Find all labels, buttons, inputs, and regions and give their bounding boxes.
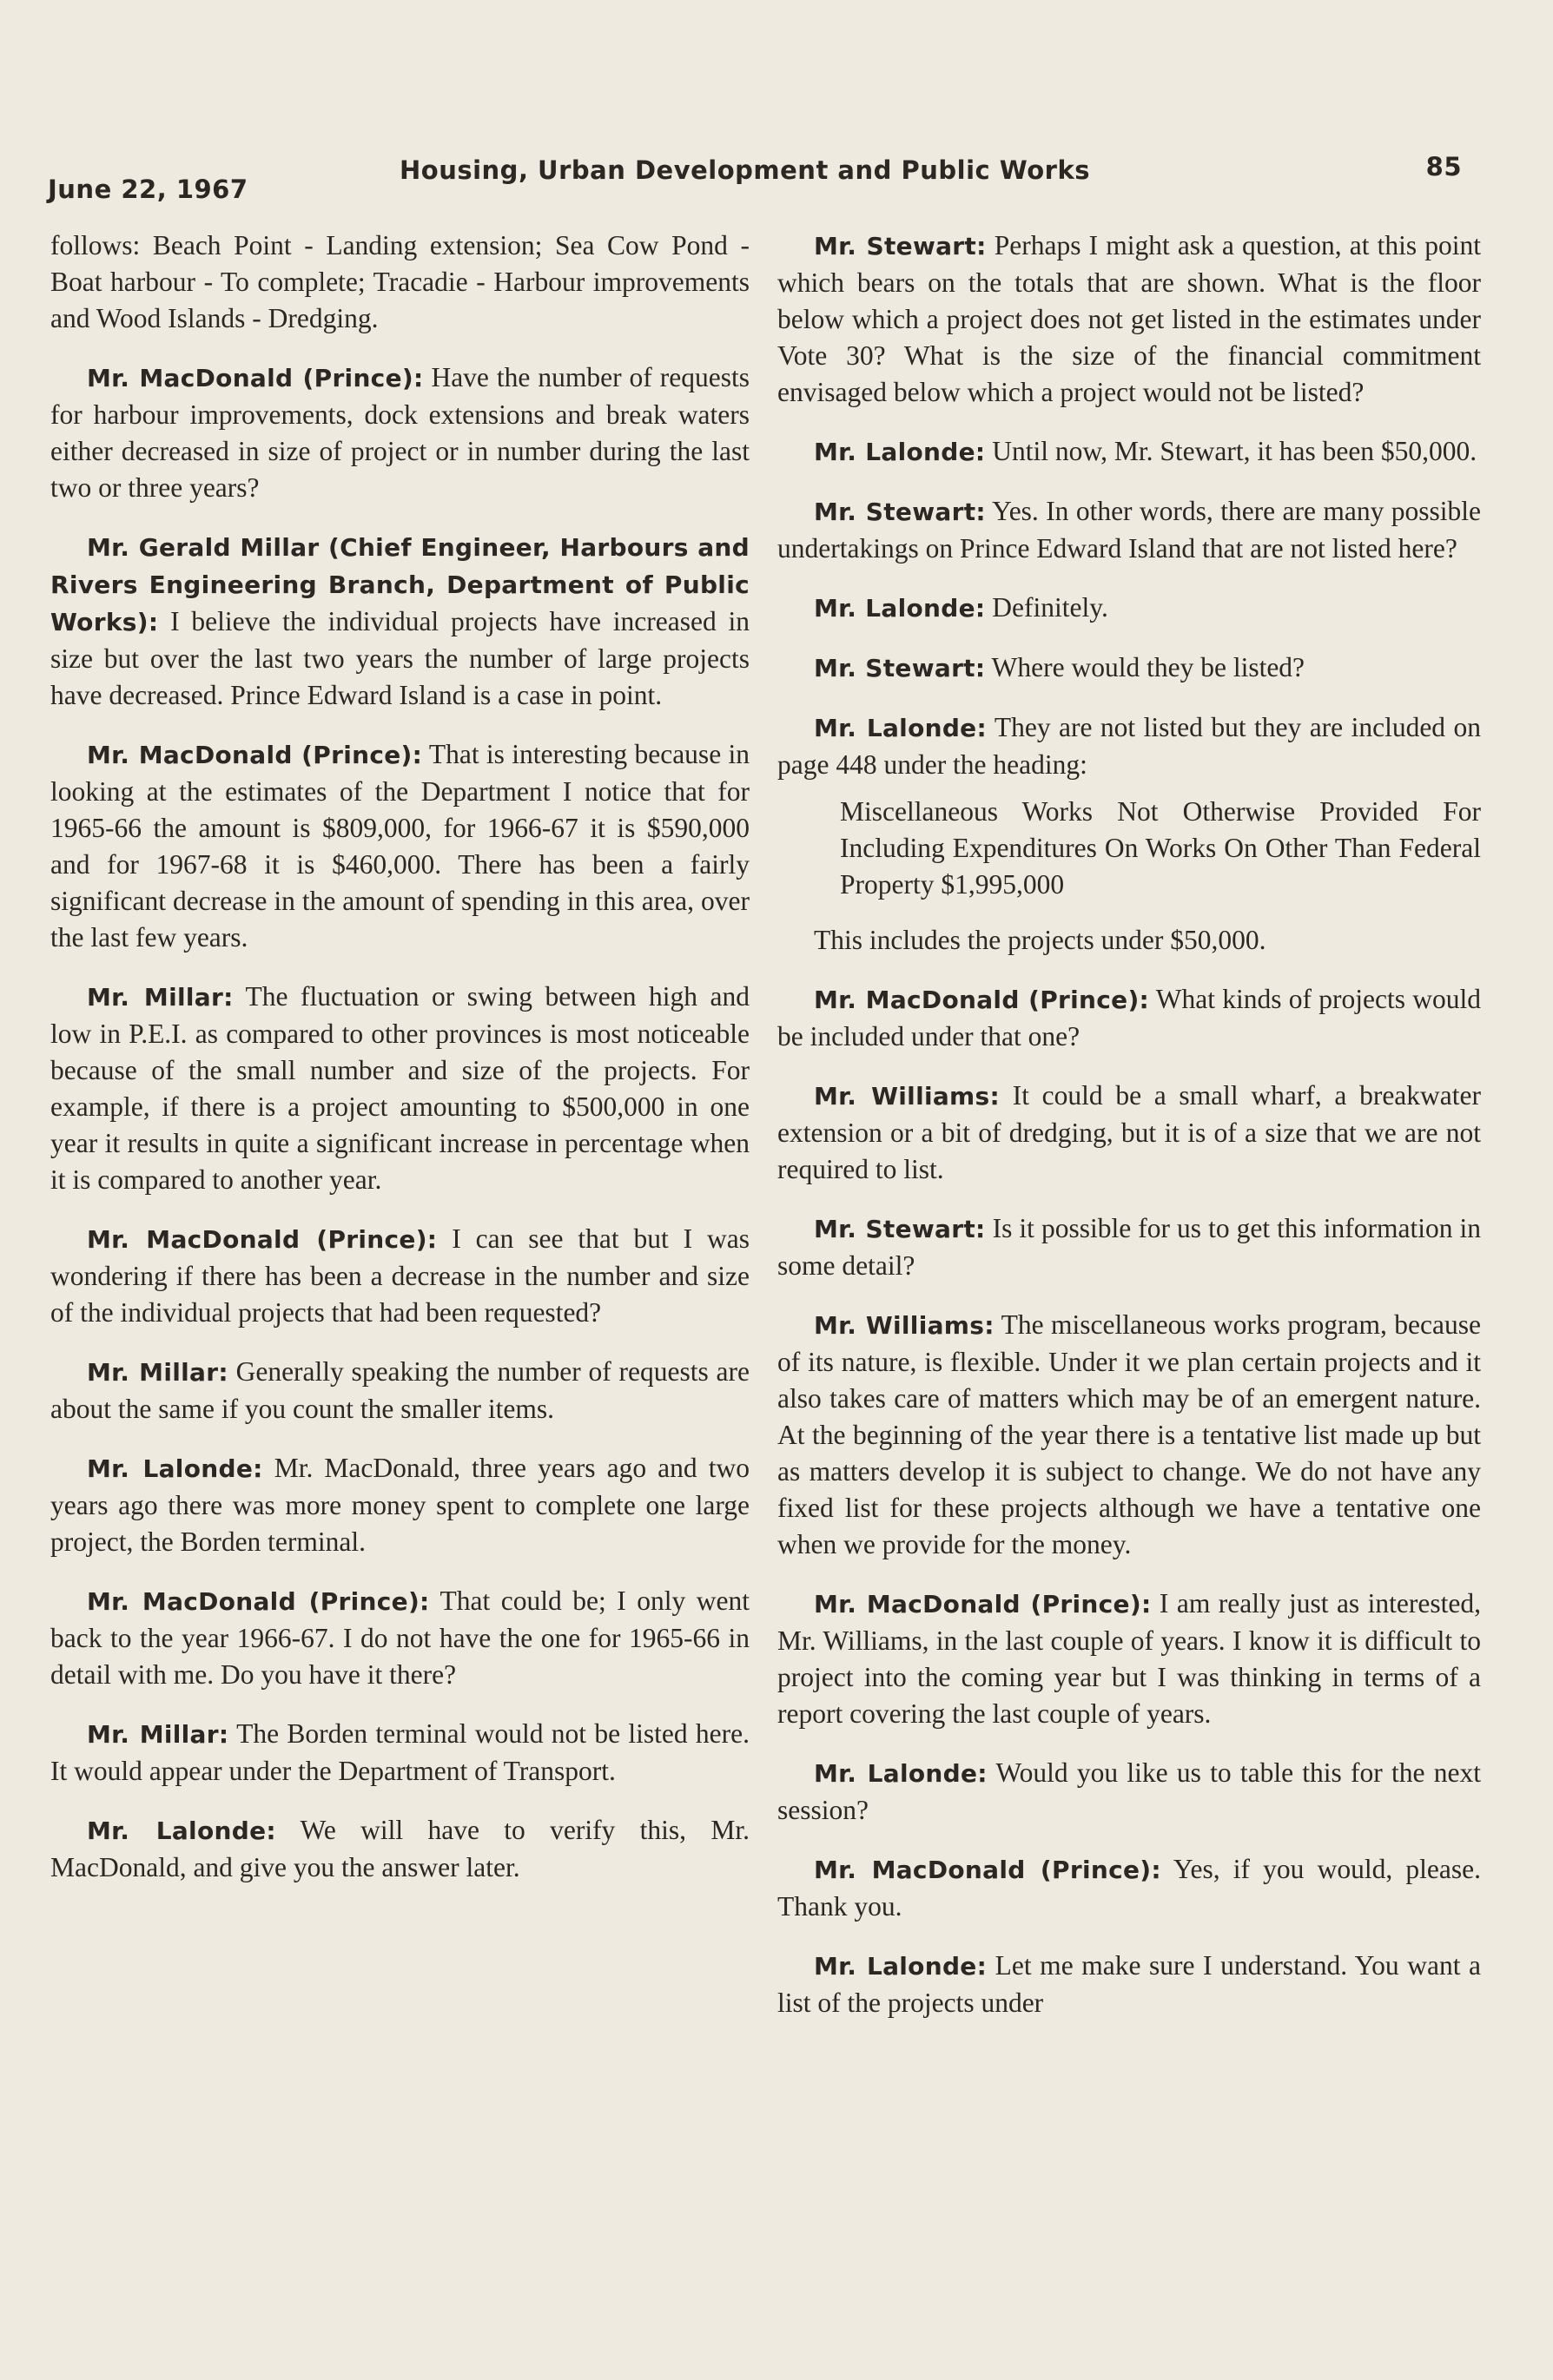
speaker-name: Mr. Stewart: [814, 498, 986, 526]
paragraph [777, 1078, 1481, 1188]
speaker-name: Mr. Gerald Millar (Chief Engineer, Harbours and Rivers Engineering Branch, Department of Public Works): [50, 533, 750, 636]
paragraph-text: Yes. In other words, there are many possible undertakings on Prince Edward Island that are not listed here? [777, 496, 1482, 564]
paragraph [777, 981, 1481, 1055]
paragraph [50, 1716, 750, 1790]
speaker-name: Mr. Millar: [87, 983, 234, 1012]
paragraph [50, 1354, 750, 1427]
speaker-name: Mr. Lalonde: [87, 1816, 276, 1845]
paragraph [50, 1812, 750, 1886]
left-column [50, 227, 750, 1909]
speaker-name: Mr. MacDonald (Prince): [814, 1856, 1161, 1884]
paragraph [777, 227, 1481, 411]
paragraph-text: This includes the projects under $50,000. [814, 925, 1266, 955]
paragraph-text: Where would they be listed? [985, 652, 1305, 682]
speaker-name: Mr. Lalonde: [814, 1952, 988, 1981]
speaker-name: Mr. MacDonald (Prince): [87, 1587, 430, 1616]
paragraph-text: Perhaps I might ask a question, at this point which bears on the totals that are shown. What is the floor below which a project does not get listed in the estimates under Vote 30? What is the size of the financial commitment envisaged below which a project would not be listed? [777, 230, 1482, 407]
paragraph-text: The fluctuation or swing between high and low in P.E.I. as compared to other provinces is most noticeable because of the small number and size of the projects. For example, if there is a project amounting to $500,000 in one year it results in quite a significant increase in percentage when it is compared to another year. [50, 981, 750, 1195]
speaker-name: Mr. MacDonald (Prince): [87, 364, 424, 392]
paragraph-text: Generally speaking the number of requests are about the same if you count the smaller items. [50, 1356, 750, 1424]
paragraph-text: It could be a small wharf, a breakwater extension or a bit of dredging, but it is of a size that we are not required to list. [777, 1080, 1481, 1184]
speaker-name: Mr. Lalonde: [814, 1759, 988, 1788]
speaker-name: Mr. Williams: [814, 1082, 1000, 1111]
paragraph-text: We will have to verify this, Mr. MacDonald, and give you the answer later. [50, 1815, 750, 1882]
speaker-name: Mr. Lalonde: [814, 594, 986, 623]
paragraph-text: follows: Beach Point - Landing extension; Sea Cow Pond - Boat harbour - To complete; Tracadie - Harbour improvements and Wood Islands - Dredging. [50, 230, 750, 333]
paragraph-text: What kinds of projects would be included under that one? [777, 984, 1481, 1052]
paragraph [777, 1210, 1481, 1284]
paragraph-text: I can see that but I was wondering if there has been a decrease in the number and size of the individual projects that had been requested? [50, 1223, 750, 1328]
speaker-name: Mr. MacDonald (Prince): [814, 986, 1150, 1014]
paragraph [777, 649, 1481, 687]
speaker-name: Mr. Stewart: [814, 232, 987, 260]
speaker-name: Mr. MacDonald (Prince): [87, 741, 423, 769]
paragraph [50, 227, 750, 337]
speaker-name: Mr. Lalonde: [814, 714, 987, 742]
paragraph-text: Would you like us to table this for the next session? [777, 1757, 1481, 1825]
paragraph [777, 1755, 1481, 1829]
paragraph [777, 1948, 1481, 2021]
paragraph-text: Yes, if you would, please. Thank you. [777, 1854, 1481, 1922]
paragraph-text: I believe the individual projects have increased in size but over the last two years the number of large projects have decreased. Prince Edward Island is a case in point. [50, 606, 750, 710]
paragraph-text: Let me make sure I understand. You want a list of the projects under [777, 1950, 1481, 2018]
speaker-name: Mr. Lalonde: [87, 1454, 263, 1483]
speaker-name: Mr. Lalonde: [814, 438, 986, 466]
paragraph [50, 736, 750, 956]
speaker-name: Mr. Millar: [87, 1358, 228, 1387]
paragraph-text: They are not listed but they are included on page 448 under the heading: [777, 712, 1481, 780]
paragraph-text: Until now, Mr. Stewart, it has been $50,000. [985, 436, 1477, 466]
right-column [777, 227, 1481, 2044]
paragraph [50, 1583, 750, 1693]
paragraph [777, 922, 1481, 959]
paragraph-text: That is interesting because in looking at the estimates of the Department I notice that for 1965-66 the amount is $809,000, for 1966-67 it is $590,000 and for 1967-68 it is $460,000. There has been a fairly significant decrease in the amount of spending in this area, over the last few years. [50, 739, 750, 953]
paragraph-text: That could be; I only went back to the year 1966-67. I do not have the one for 1965-66 in detail with me. Do you have it there? [50, 1586, 750, 1690]
page-header [48, 152, 1462, 204]
paragraph [50, 359, 750, 506]
estimate-heading-quote: Miscellaneous Works Not Otherwise Provided For Including Expenditures On Works On Other Than Federal Property $1,995,000 [840, 796, 1481, 900]
speaker-name: Mr. MacDonald (Prince): [87, 1225, 438, 1254]
speaker-name: Mr. Williams: [814, 1311, 995, 1340]
paragraph [777, 1307, 1481, 1563]
paragraph [50, 979, 750, 1198]
paragraph-text: Definitely. [985, 592, 1108, 623]
paragraph-text: The Borden terminal would not be listed here. It would appear under the Department of Transport. [50, 1718, 750, 1786]
paragraph [777, 590, 1481, 627]
speaker-name: Mr. Stewart: [814, 654, 986, 682]
page-number: 85 [1425, 152, 1462, 181]
speaker-name: Mr. MacDonald (Prince): [814, 1590, 1152, 1619]
header-title: Housing, Urban Development and Public Works [400, 155, 1091, 185]
paragraph [50, 529, 750, 714]
speaker-name: Mr. Stewart: [814, 1215, 986, 1243]
paragraph [777, 709, 1481, 783]
paragraph-text: Is it possible for us to get this information in some detail? [777, 1213, 1482, 1281]
paragraph [777, 493, 1481, 567]
paragraph [777, 1851, 1481, 1925]
paragraph [50, 1450, 750, 1560]
paragraph-text: I am really just as interested, Mr. Williams, in the last couple of years. I know it is difficult to project into the coming year but I was thinking in terms of a report covering the last couple of years. [777, 1588, 1481, 1729]
paragraph [50, 1221, 750, 1331]
paragraph [777, 433, 1481, 471]
header-date: June 22, 1967 [48, 175, 248, 204]
paragraph-text: The miscellaneous works program, because of its nature, is flexible. Under it we plan certain projects and it also takes care of matters which may be of an emergent nature. At the beginning of the year there is a tentative list made up but as matters develop it is subject to change. We do not have any fixed list for these projects although we have a tentative one when we provide for the money. [777, 1309, 1481, 1559]
paragraph [777, 1586, 1481, 1732]
speaker-name: Mr. Millar: [87, 1720, 229, 1749]
paragraph-text: Have the number of requests for harbour improvements, dock extensions and break waters either decreased in size of project or in number during the last two or three years? [50, 362, 750, 503]
paragraph-text: Mr. MacDonald, three years ago and two years ago there was more money spent to complete one large project, the Borden terminal. [50, 1453, 750, 1557]
